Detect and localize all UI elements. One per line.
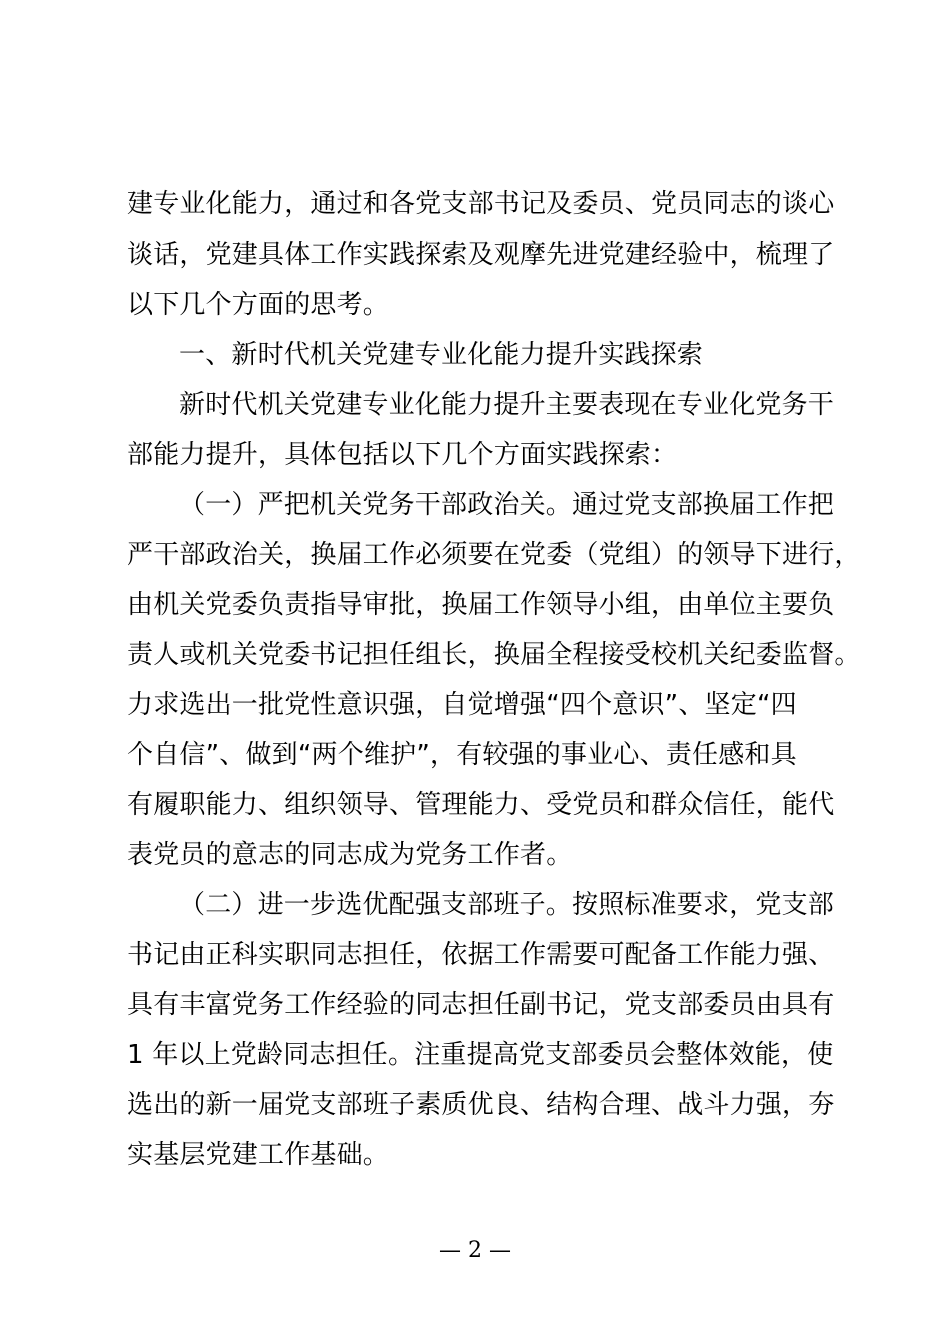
paragraph-line: 选出的新一届党支部班子素质优良、结构合理、战斗力强，夯 <box>127 1090 835 1120</box>
section-heading: 一、新时代机关党建专业化能力提升实践探索 <box>179 340 704 370</box>
paragraph-line: （一）严把机关党务干部政治关。通过党支部换届工作把 <box>179 490 835 520</box>
paragraph-line: 有履职能力、组织领导、管理能力、受党员和群众信任，能代 <box>127 790 835 820</box>
paragraph-line: 新时代机关党建专业化能力提升主要表现在专业化党务干 <box>179 390 835 420</box>
paragraph-line: 具有丰富党务工作经验的同志担任副书记，党支部委员由具有 <box>127 990 835 1020</box>
paragraph-line: 由机关党委负责指导审批，换届工作领导小组，由单位主要负 <box>127 590 835 620</box>
paragraph-line: 以下几个方面的思考。 <box>127 290 390 320</box>
paragraph-line: 谈话，党建具体工作实践探索及观摩先进党建经验中，梳理了 <box>127 240 835 270</box>
paragraph-line: 力求选出一批党性意识强，自觉增强“四个意识”、坚定“四 <box>127 690 797 720</box>
paragraph-line: 个自信”、做到“两个维护”，有较强的事业心、责任感和具 <box>127 740 797 770</box>
paragraph-line: 严干部政治关，换届工作必须要在党委（党组）的领导下进行， <box>127 540 861 570</box>
paragraph-line: 实基层党建工作基础。 <box>127 1140 390 1170</box>
paragraph-line: 1 年以上党龄同志担任。注重提高党支部委员会整体效能，使 <box>127 1040 834 1070</box>
paragraph-line: （二）进一步选优配强支部班子。按照标准要求，党支部 <box>179 890 835 920</box>
paragraph-line: 责人或机关党委书记担任组长，换届全程接受校机关纪委监督。 <box>127 640 861 670</box>
paragraph-line: 部能力提升，具体包括以下几个方面实践探索： <box>127 440 678 470</box>
paragraph-line: 建专业化能力，通过和各党支部书记及委员、党员同志的谈心 <box>127 189 835 219</box>
page-number: — 2 — <box>439 1238 511 1263</box>
paragraph-line: 书记由正科实职同志担任，依据工作需要可配备工作能力强、 <box>127 940 835 970</box>
paragraph-line: 表党员的意志的同志成为党务工作者。 <box>127 840 573 870</box>
